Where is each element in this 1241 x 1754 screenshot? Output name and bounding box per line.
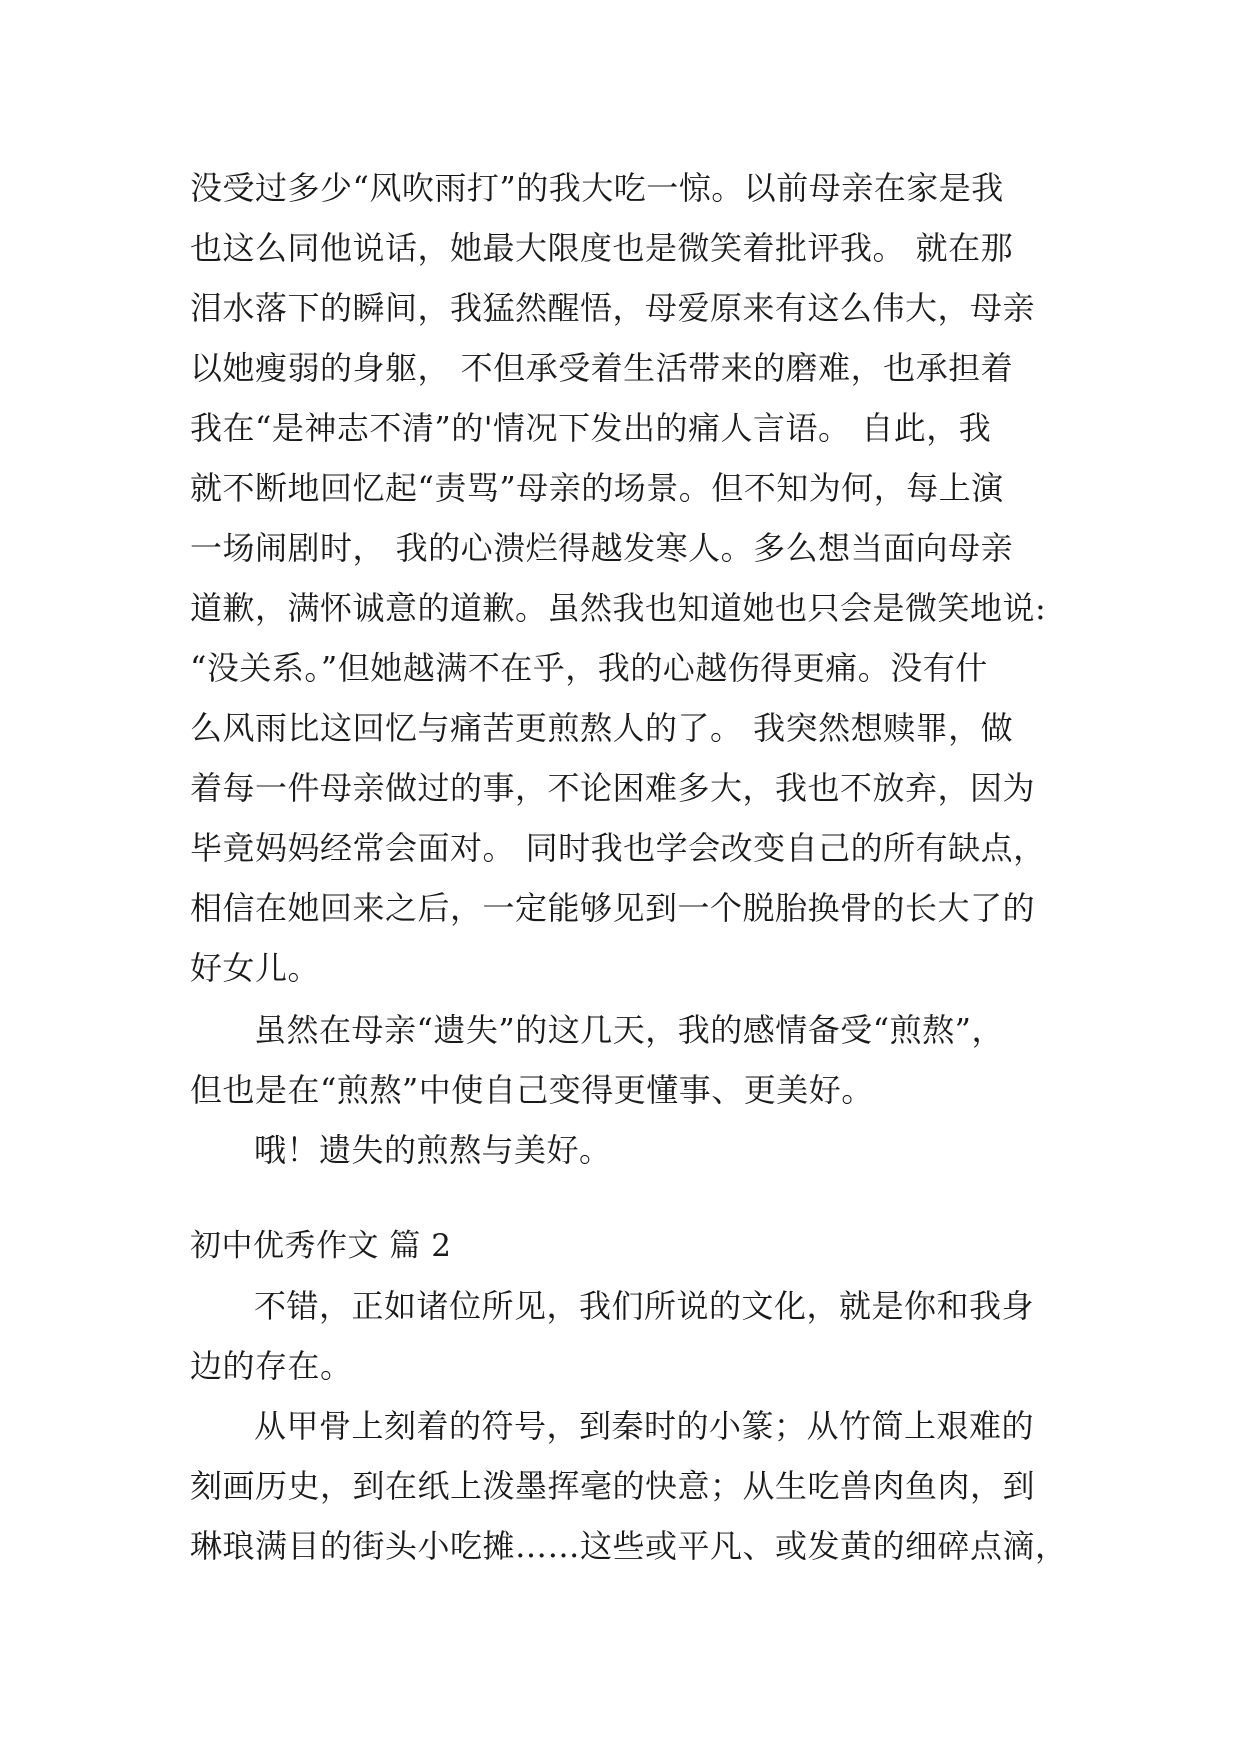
text-line: 也这么同他说话，她最大限度也是微笑着批评我。 就在那 bbox=[190, 229, 1014, 267]
text-line: 么风雨比这回忆与痛苦更煎熬人的了。 我突然想赎罪，做 bbox=[190, 709, 1014, 747]
text-line: 以她瘦弱的身躯， 不但承受着生活带来的磨难，也承担着 bbox=[190, 349, 1014, 387]
text-line: “没关系。”但她越满不在乎，我的心越伤得更痛。没有什 bbox=[190, 649, 988, 687]
paragraph-first-line: 不错，正如诸位所见，我们所说的文化，就是你和我身 bbox=[254, 1287, 1035, 1325]
text-line: 边的存在。 bbox=[190, 1347, 353, 1385]
text-line: 着每一件母亲做过的事，不论困难多大，我也不放弃，因为 bbox=[190, 769, 1036, 807]
text-line: 好女儿。 bbox=[190, 949, 321, 987]
text-line: 相信在她回来之后，一定能够见到一个脱胎换骨的长大了的 bbox=[190, 889, 1036, 927]
text-line: 一场闹剧时， 我的心溃烂得越发寒人。多么想当面向母亲 bbox=[190, 529, 1014, 567]
paragraph-first-line: 哦！遗失的煎熬与美好。 bbox=[254, 1131, 612, 1169]
section-heading: 初中优秀作文 篇 2 bbox=[190, 1228, 452, 1264]
text-line: 就不断地回忆起“责骂”母亲的场景。但不知为何，每上演 bbox=[190, 469, 1004, 507]
text-line: 我在“是神志不清”的'情况下发出的痛人言语。 自此，我 bbox=[190, 409, 992, 447]
paragraph-first-line: 虽然在母亲“遗失”的这几天，我的感情备受“煎熬”， bbox=[254, 1011, 1004, 1049]
paragraph-first-line: 从甲骨上刻着的符号，到秦时的小篆；从竹简上艰难的 bbox=[254, 1407, 1035, 1445]
text-line: 毕竟妈妈经常会面对。 同时我也学会改变自己的所有缺点， bbox=[190, 829, 1046, 867]
text-line: 刻画历史，到在纸上泼墨挥毫的快意；从生吃兽肉鱼肉，到 bbox=[190, 1467, 1036, 1505]
text-line: 琳琅满目的街头小吃摊……这些或平凡、或发黄的细碎点滴， bbox=[190, 1527, 1068, 1565]
text-line: 道歉，满怀诚意的道歉。虽然我也知道她也只会是微笑地说: bbox=[190, 589, 1047, 627]
text-line: 没受过多少“风吹雨打”的我大吃一惊。以前母亲在家是我 bbox=[190, 169, 1004, 207]
text-line: 但也是在“煎熬”中使自己变得更懂事、更美好。 bbox=[190, 1071, 874, 1109]
text-line: 泪水落下的瞬间，我猛然醒悟，母爱原来有这么伟大，母亲 bbox=[190, 289, 1036, 327]
